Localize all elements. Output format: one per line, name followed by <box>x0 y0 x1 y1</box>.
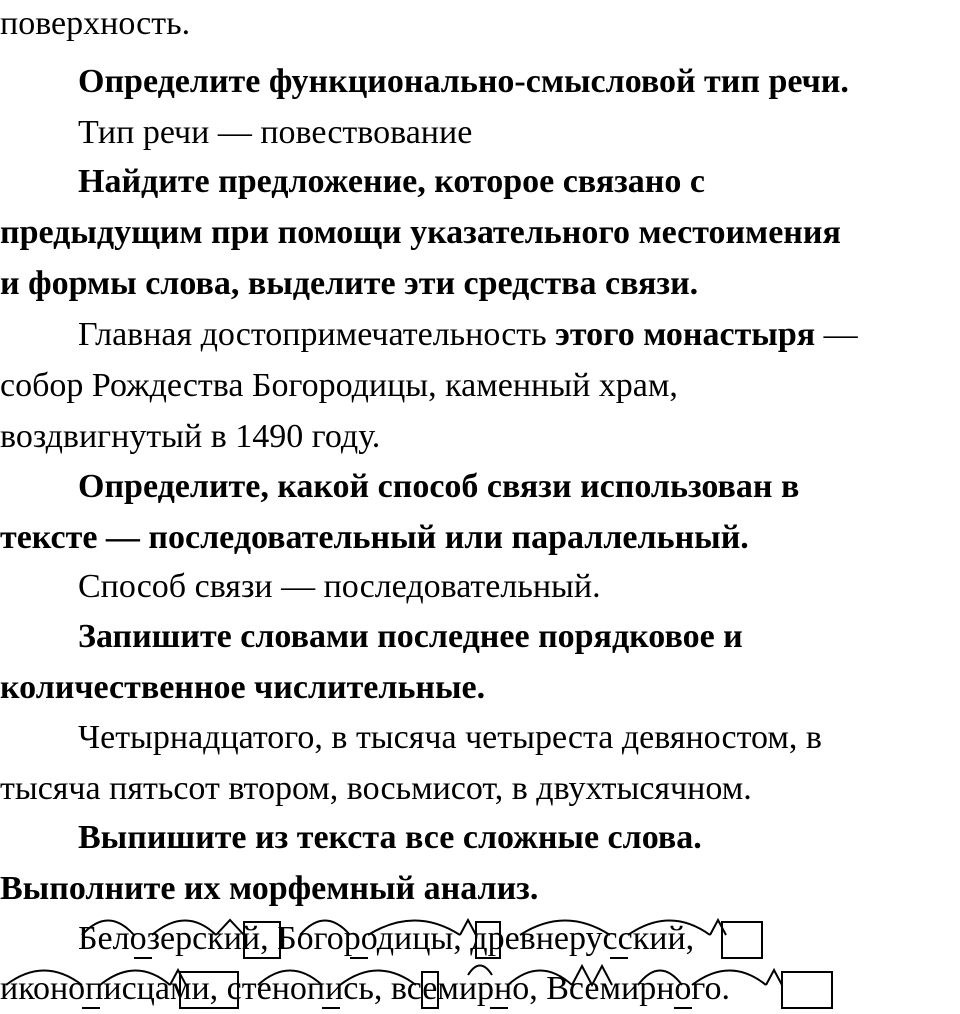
answer-linking-bold: этого монастыря <box>555 316 816 353</box>
question-linking-sentence-line-2: предыдущим при помощи указательного местоимения <box>0 214 841 251</box>
answer-linking-sentence-line-2: собор Рождества Богородицы, каменный храм, <box>0 367 678 404</box>
question-compound-words-line-2: Выполните их морфемный анализ. <box>0 870 539 907</box>
question-connection-type-line-2: тексте — последовательный или параллельный. <box>0 519 749 556</box>
question-speech-type: Определите функционально-смысловой тип речи. <box>78 63 849 100</box>
answer-speech-type: Тип речи — повествование <box>78 114 473 151</box>
answer-connection-type: Способ связи — последовательный. <box>78 568 601 605</box>
question-connection-type-line-1: Определите, какой способ связи использован в <box>78 468 800 505</box>
answer-compound-words-line-1: Белозерский, Богородицы, древнерусский, <box>78 920 695 957</box>
answer-compound-words-line-2: иконописцами, стенопись, всемирно, Всемирного. <box>0 970 731 1007</box>
question-numerals-line-1: Запишите словами последнее порядковое и <box>78 618 743 655</box>
answer-linking-pre: Главная достопримечательность <box>78 316 556 353</box>
answer-linking-sentence-line-1 <box>78 315 960 355</box>
question-compound-words-line-1: Выпишите из текста все сложные слова. <box>78 819 702 856</box>
question-numerals-line-2: количественное числительные. <box>0 669 486 706</box>
answer-numerals-line-1: Четырнадцатого, в тысяча четыреста девяностом, в <box>78 719 822 756</box>
text-line-poverkhnost: поверхность. <box>0 5 191 42</box>
answer-linking-sentence-line-3: воздвигнутый в 1490 году. <box>0 418 381 455</box>
question-linking-sentence-line-1: Найдите предложение, которое связано с <box>78 163 705 200</box>
answer-numerals-line-2: тысяча пятьсот втором, восьмисот, в двухтысячном. <box>0 770 752 807</box>
question-linking-sentence-line-3: и формы слова, выделите эти средства связи. <box>0 265 699 302</box>
answer-linking-post: — <box>815 316 858 353</box>
